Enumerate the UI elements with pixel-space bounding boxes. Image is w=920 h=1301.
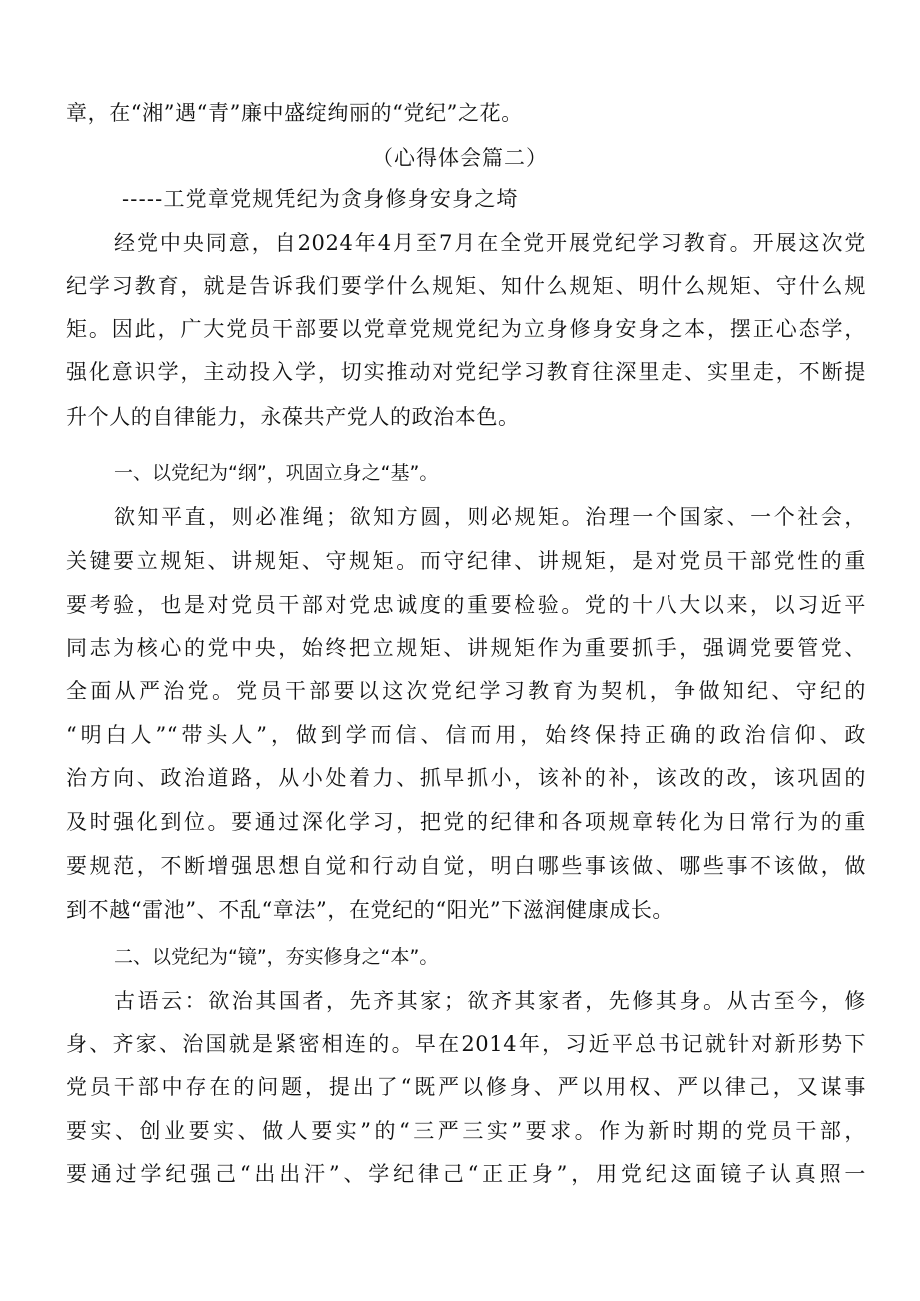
para-2-line: 古语云：欲治其国者，先齐其家；欲齐其家者，先修其身。从古至今，修 <box>114 989 866 1013</box>
para-2-line: 要通过学纪强己“出出汗”、学纪律己“正正身”，用党纪这面镜子认真照一 <box>66 1162 866 1186</box>
section-title: （心得体会篇二） <box>372 146 548 170</box>
top-line: 章，在“湘”遇“青”廉中盛绽绚丽的“党纪”之花。 <box>66 101 523 125</box>
para-1-line: 到不越“雷池”、不乱“章法”，在党纪的“阳光”下滋润健康成长。 <box>66 898 675 922</box>
intro-line: 升个人的自律能力，永葆共产党人的政治本色。 <box>66 405 520 429</box>
intro-line: 矩。因此，广大党员干部要以党章党规党纪为立身修身安身之本，摆正心态学， <box>66 317 866 341</box>
para-1-line: 同志为核心的党中央，始终把立规矩、讲规矩作为重要抓手，强调党要管党、 <box>66 636 866 660</box>
para-1-line: 及时强化到位。要通过深化学习，把党的纪律和各项规章转化为日常行为的重 <box>66 810 866 834</box>
intro-line: 经党中央同意，自2024年4月至7月在全党开展党纪学习教育。开展这次党 <box>114 231 866 255</box>
para-2-line: 党员干部中存在的问题，提出了“既严以修身、严以用权、严以律己，又谋事 <box>66 1075 866 1099</box>
intro-line: 强化意识学，主动投入学，切实推动对党纪学习教育往深里走、实里走，不断提 <box>66 360 866 384</box>
para-1-line: 治方向、政治道路，从小处着力、抓早抓小，该补的补，该改的改，该巩固的 <box>66 766 866 790</box>
para-1-line: 要考验，也是对党员干部对党忠诚度的重要检验。党的十八大以来，以习近平 <box>66 593 866 617</box>
para-1-line: “明白人”“带头人”，做到学而信、信而用，始终保持正确的政治信仰、政 <box>66 723 866 747</box>
para-1-line: 要规范，不断增强思想自觉和行动自觉，明白哪些事该做、哪些事不该做，做 <box>66 854 866 878</box>
para-2-line: 要实、创业要实、做人要实”的“三严三实”要求。作为新时期的党员干部， <box>66 1119 866 1143</box>
para-1-line: 关键要立规矩、讲规矩、守规矩。而守纪律、讲规矩，是对党员干部党性的重 <box>66 549 866 573</box>
heading-1: 一、以党纪为“纲”，巩固立身之“基”。 <box>114 462 439 484</box>
intro-line: 纪学习教育，就是告诉我们要学什么规矩、知什么规矩、明什么规矩、守什么规 <box>66 274 866 298</box>
para-1-line: 全面从严治党。党员干部要以这次党纪学习教育为契机，争做知纪、守纪的 <box>66 679 866 703</box>
subtitle: -----工党章党规凭纪为贪身修身安身之埼 <box>122 187 519 211</box>
para-1-line: 欲知平直，则必准绳；欲知方圆，则必规矩。治理一个国家、一个社会， <box>114 505 866 529</box>
heading-2: 二、以党纪为“镜”，夯实修身之“本”。 <box>114 946 439 968</box>
para-2-line: 身、齐家、治国就是紧密相连的。早在2014年，习近平总书记就针对新形势下 <box>66 1032 866 1056</box>
